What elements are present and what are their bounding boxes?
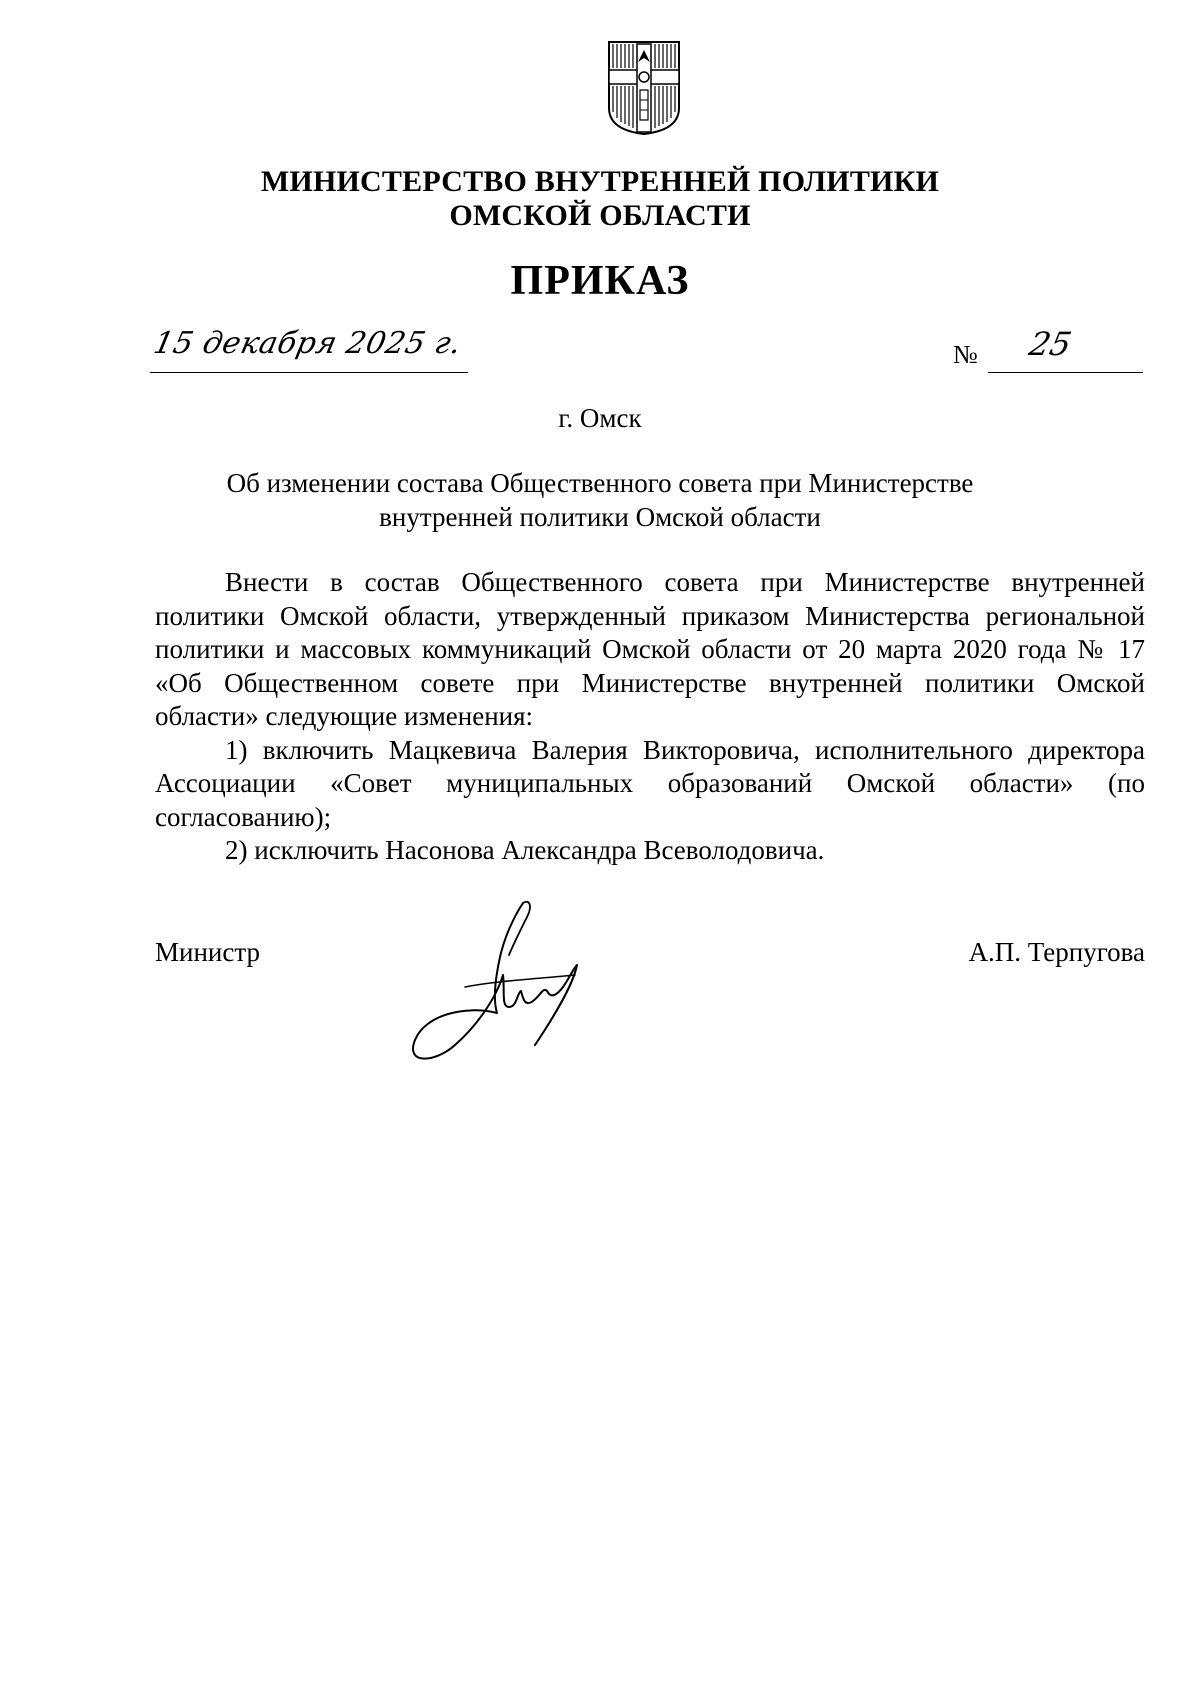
body-list-item-include: 1) включить Мацкевича Валерия Викторовича, исполнительного директора Ассоциации «Совет муниципальных образований Омской области» (по согласованию); [155, 734, 1145, 832]
ministry-title-line1: МИНИСТЕРСТВО ВНУТРЕННЕЙ ПОЛИТИКИ [260, 165, 940, 198]
handwritten-signature-icon [405, 895, 645, 1065]
city: г. Омск [558, 403, 642, 433]
handwritten-number: 25 [1025, 325, 1075, 363]
coat-of-arms-icon [607, 40, 681, 136]
document-type: ПРИКАЗ [510, 258, 690, 304]
body-paragraph: Внести в состав Общественного совета при Министерстве внутренней политики Омской области, утвержденный приказом Министерства региональной политики и массовых коммуникаций Омской области от 20 марта 2020 года № 17 «Об Общественном совете при Министерстве внутренней политики Омской области» следующие изменения: [155, 567, 1145, 731]
number-underline [988, 360, 1143, 373]
number-label: № [953, 340, 978, 369]
body-list-item-exclude: 2) исключить Насонова Александра Всеволодовича. [225, 835, 825, 865]
date-underline [150, 360, 468, 373]
signatory-position: Министр [155, 937, 260, 967]
handwritten-date: 15 декабря 2025 г. [150, 326, 465, 361]
signatory-name: А.П. Терпугова [968, 937, 1145, 967]
ministry-title-line2: ОМСКОЙ ОБЛАСТИ [449, 199, 751, 232]
document-body [155, 566, 1145, 868]
subject-line1: Об изменении состава Общественного совета при Министерстве [226, 468, 974, 498]
subject-line2: внутренней политики Омской области [379, 502, 821, 532]
